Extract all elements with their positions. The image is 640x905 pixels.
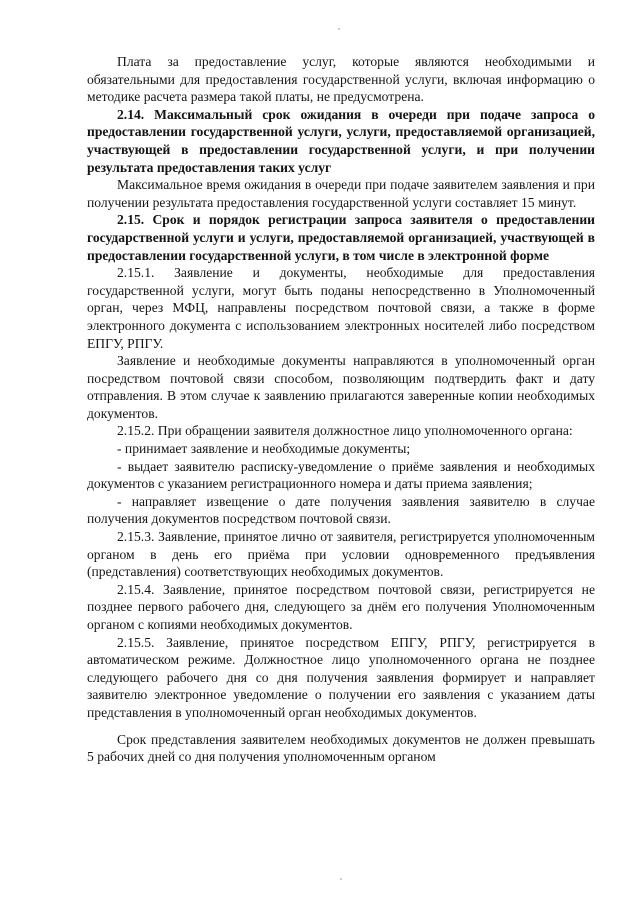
paragraph-2-15-3: 2.15.3. Заявление, принятое лично от заявителя, регистрируется уполномоченным органом в день его приёма при условии одновременного предъявления (представления) соответствующих необходимых документов. [87,529,595,580]
scan-speck [338,28,340,30]
scan-speck [340,878,342,880]
paragraph-wait-time: Максимальное время ожидания в очереди при подаче заявителем заявления и при получении результата предоставления государственной услуги составляет 15 минут. [87,177,595,210]
paragraph-submission-term: Срок представления заявителем необходимых документов не должен превышать 5 рабочих дней со дня получения уполномоченным органом [87,731,595,765]
paragraph-2-15-2: 2.15.2. При обращении заявителя должностное лицо уполномоченного органа: [117,423,573,439]
paragraph-2-15-1: 2.15.1. Заявление и документы, необходимые для предоставления государственной услуги, могут быть поданы непосредственно в Уполномоченный орган, через МФЦ, направлены посредством почтовой связи, а также в форме электронного документа с использованием электронных носителей либо посредством ЕПГУ, РПГУ. [87,265,595,351]
section-heading-2-14: 2.14. Максимальный срок ожидания в очереди при подаче запроса о предоставлении государственной услуги, услуги, предоставляемой организацией, участвующей в предоставлении государственной услуги, и при получении результата предоставления таких услуг [87,106,595,175]
list-item-sends-notice: - направляет извещение о дате получения заявления заявителю в случае получения документов посредством почтовой связи. [87,493,595,527]
paragraph-postal-submission: Заявление и необходимые документы направляются в уполномоченный орган посредством почтовой связи способом, позволяющим подтвердить факт и дату отправления. В этом случае к заявлению прилагаются заверенные копии необходимых документов. [87,353,595,421]
paragraph-2-15-4: 2.15.4. Заявление, принятое посредством почтовой связи, регистрируется не позднее первого рабочего дня, следующего за днём его получения Уполномоченным органом с копиями необходимых документов. [87,581,595,632]
list-item-issues-receipt: - выдает заявителю расписку-уведомление о приёме заявления и необходимых документов с указанием регистрационного номера и даты приема заявления; [87,458,595,492]
paragraph-fee-info: Плата за предоставление услуг, которые являются необходимыми и обязательными для предоставления государственной услуги, включая информацию о методике расчета размера такой платы, не предусмотрена. [87,54,595,105]
list-item-accepts: - принимает заявление и необходимые документы; [117,441,411,457]
section-heading-2-15: 2.15. Срок и порядок регистрации запроса заявителя о предоставлении государственной услуги и услуги, предоставляемой организацией, участвующей в предоставлении государственной услуги, в том числе в электронной форме [87,212,595,263]
paragraph-2-15-5: 2.15.5. Заявление, принятое посредством ЕПГУ, РПГУ, регистрируется в автоматическом режиме. Должностное лицо уполномоченного органа не позднее следующего рабочего дня со дня получения заявления формирует и направляет заявителю электронное уведомление о получении его заявления с указанием даты представления в уполномоченный орган необходимых документов. [87,634,595,720]
